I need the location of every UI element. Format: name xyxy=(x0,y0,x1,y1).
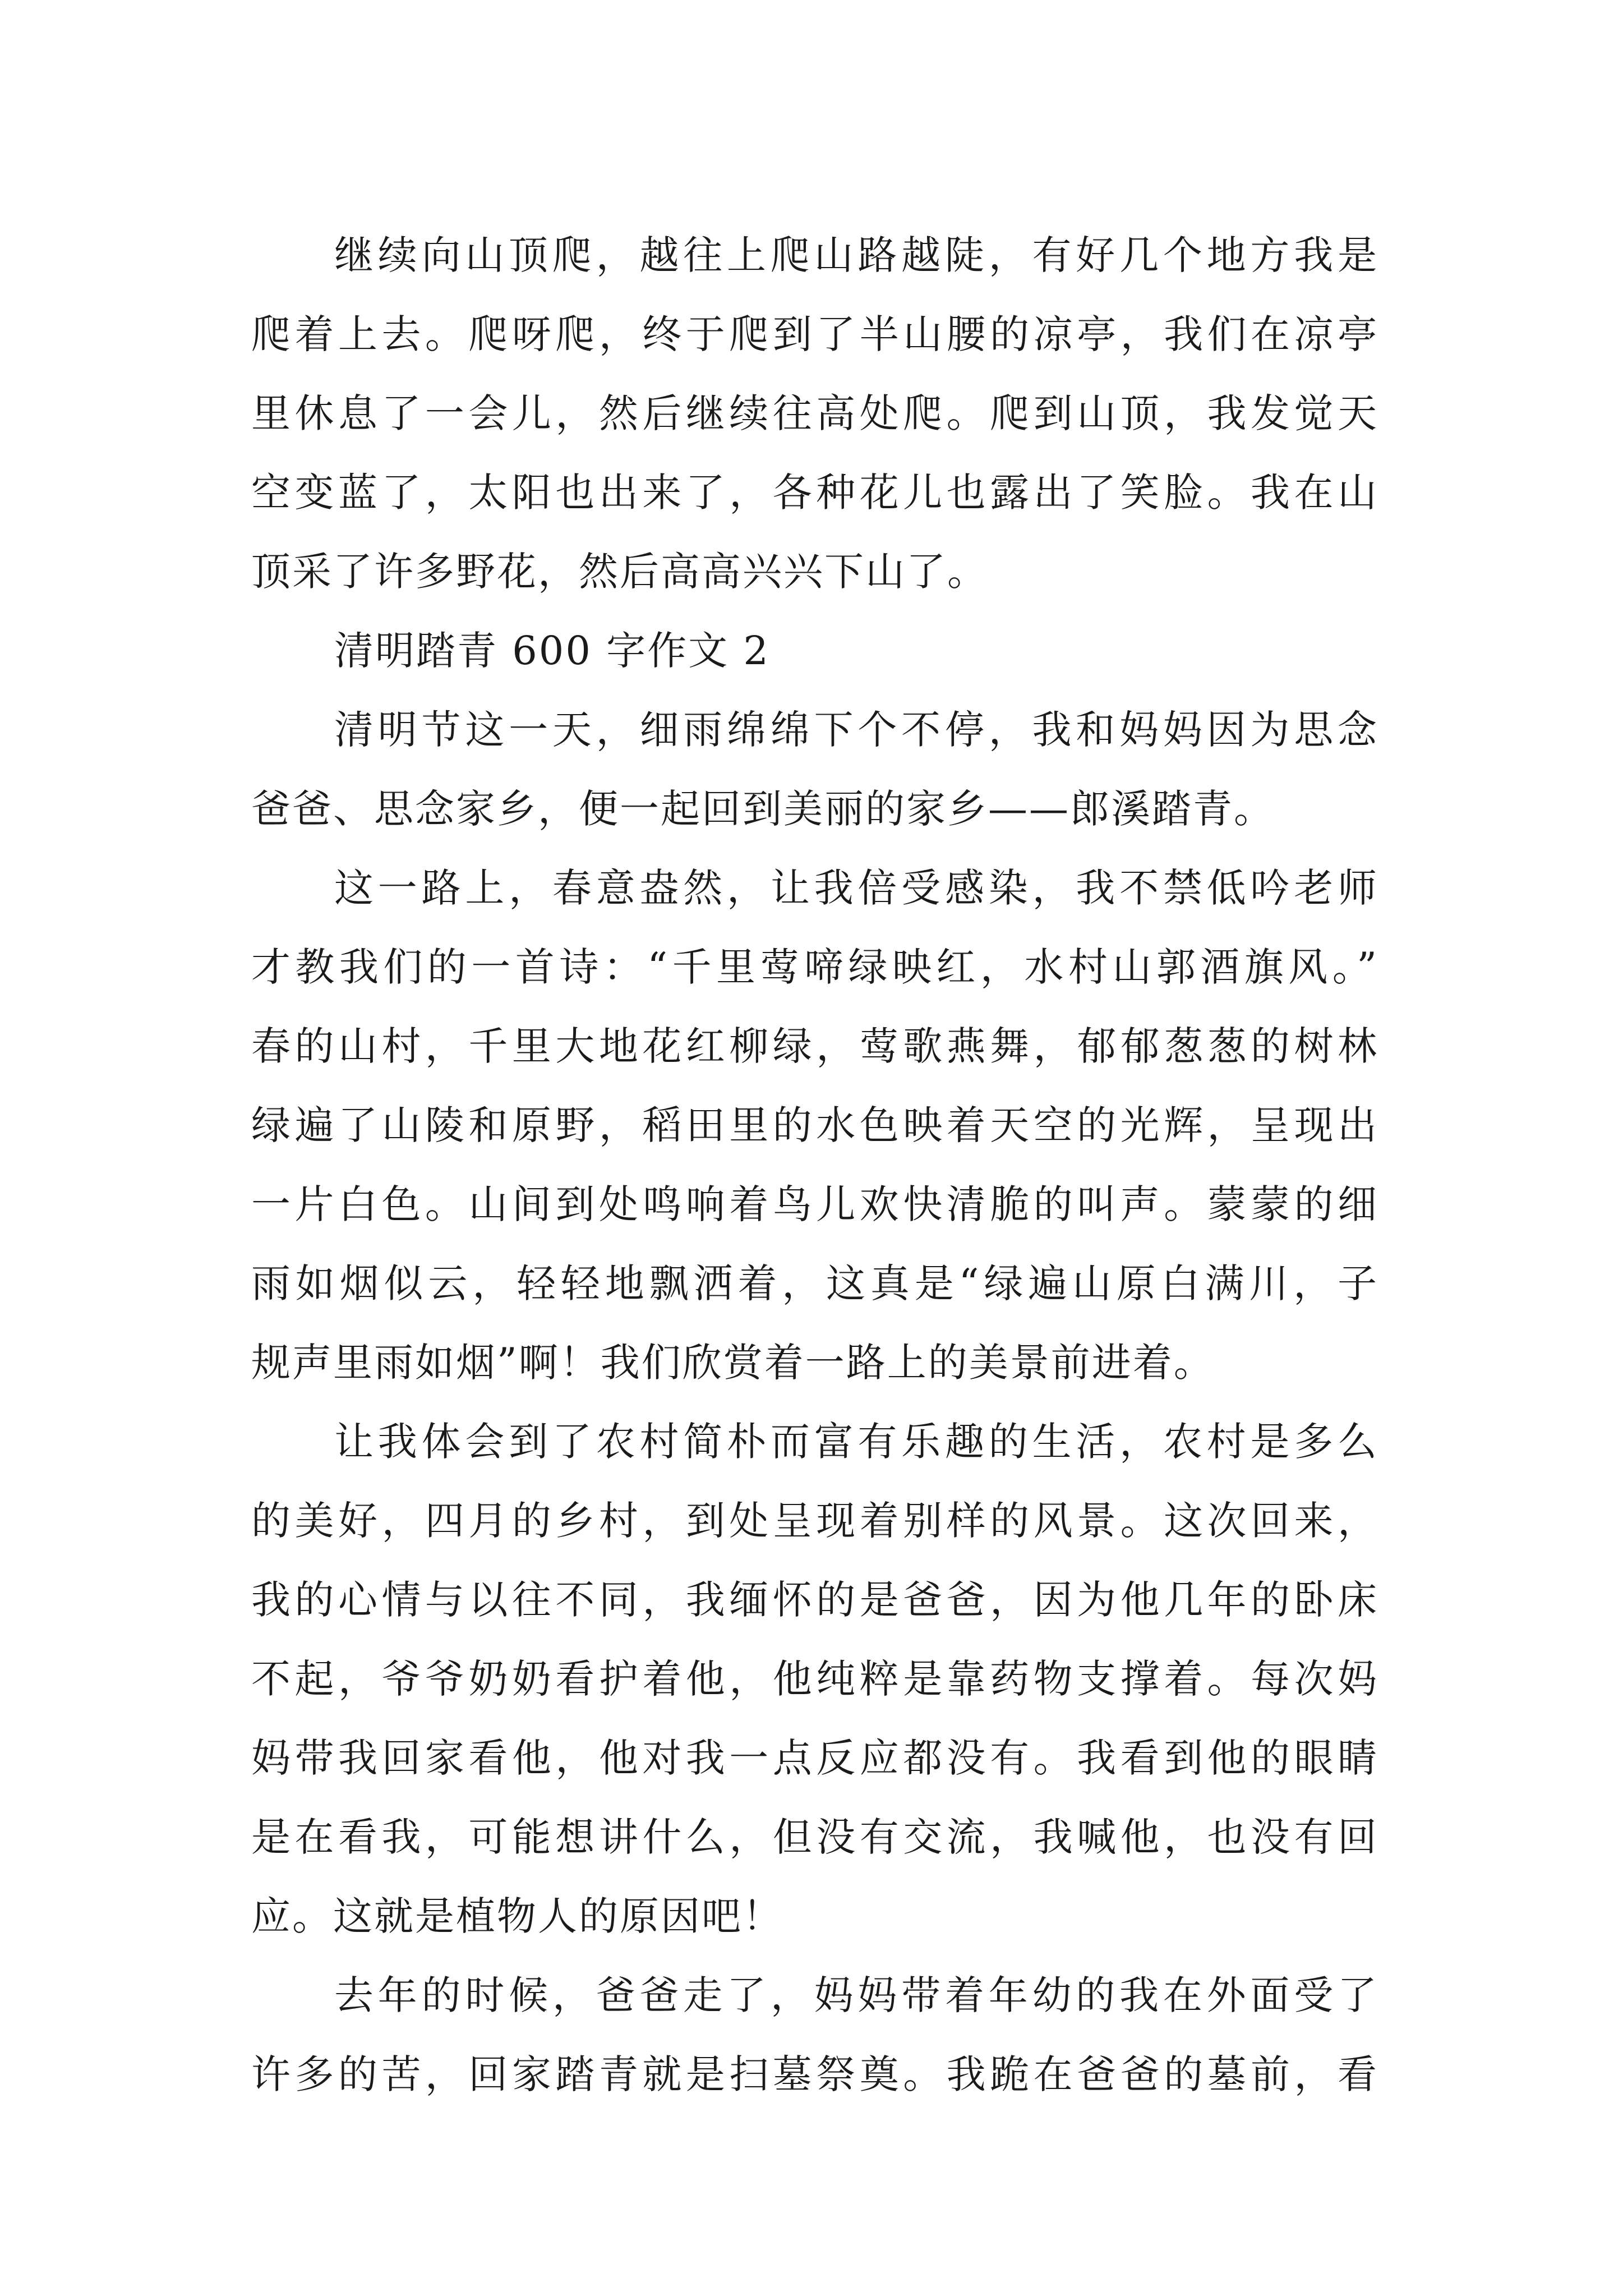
paragraph-1 xyxy=(251,216,1378,611)
text-line: 的美好，四月的乡村，到处呈现着别样的风景。这次回来， xyxy=(251,1498,1378,1544)
text-line: 空变蓝了，太阳也出来了，各种花儿也露出了笑脸。我在山 xyxy=(251,470,1378,516)
paragraph-5 xyxy=(251,1956,1378,2114)
text-line: 雨如烟似云，轻轻地飘洒着，这真是“绿遍山原白满川，子 xyxy=(251,1260,1378,1306)
text-line: 绿遍了山陵和原野，稻田里的水色映着天空的光辉，呈现出 xyxy=(251,1102,1378,1148)
text-line: 顶采了许多野花，然后高高兴兴下山了。 xyxy=(251,549,988,595)
text-line: 妈带我回家看他，他对我一点反应都没有。我看到他的眼睛 xyxy=(251,1735,1378,1781)
section-heading xyxy=(251,611,1378,691)
text-line: 让我体会到了农村简朴而富有乐趣的生活，农村是多么 xyxy=(334,1419,1378,1465)
text-line: 不起，爷爷奶奶看护着他，他纯粹是靠药物支撑着。每次妈 xyxy=(251,1656,1378,1702)
paragraph-2 xyxy=(251,691,1378,849)
text-line: 清明节这一天，细雨绵绵下个不停，我和妈妈因为思念 xyxy=(334,707,1378,753)
text-line: 我的心情与以往不同，我缅怀的是爸爸，因为他几年的卧床 xyxy=(251,1577,1378,1623)
paragraph-3 xyxy=(251,849,1378,1402)
text-line: 规声里雨如烟”啊！我们欣赏着一路上的美景前进着。 xyxy=(251,1340,1215,1386)
text-line: 才教我们的一首诗：“千里莺啼绿映红，水村山郭酒旗风。” xyxy=(251,944,1378,990)
text-line: 一片白色。山间到处鸣响着鸟儿欢快清脆的叫声。蒙蒙的细 xyxy=(251,1181,1378,1227)
text-line: 春的山村，千里大地花红柳绿，莺歌燕舞，郁郁葱葱的树林 xyxy=(251,1023,1378,1069)
text-line: 爸爸、思念家乡，便一起回到美丽的家乡——郎溪踏青。 xyxy=(251,786,1275,832)
text-line: 继续向山顶爬，越往上爬山路越陡，有好几个地方我是 xyxy=(334,232,1378,278)
document-body xyxy=(251,216,1378,2114)
heading-line: 清明踏青 600 字作文 2 xyxy=(334,628,770,674)
text-line: 里休息了一会儿，然后继续往高处爬。爬到山顶，我发觉天 xyxy=(251,390,1378,436)
text-line: 是在看我，可能想讲什么，但没有交流，我喊他，也没有回 xyxy=(251,1814,1378,1860)
text-line: 许多的苦，回家踏青就是扫墓祭奠。我跪在爸爸的墓前，看 xyxy=(251,2051,1378,2097)
text-line: 爬着上去。爬呀爬，终于爬到了半山腰的凉亭，我们在凉亭 xyxy=(251,311,1378,357)
text-line: 这一路上，春意盎然，让我倍受感染，我不禁低吟老师 xyxy=(334,865,1378,911)
text-line: 应。这就是植物人的原因吧！ xyxy=(251,1893,783,1939)
paragraph-4 xyxy=(251,1402,1378,1956)
text-line: 去年的时候，爸爸走了，妈妈带着年幼的我在外面受了 xyxy=(334,1972,1378,2018)
